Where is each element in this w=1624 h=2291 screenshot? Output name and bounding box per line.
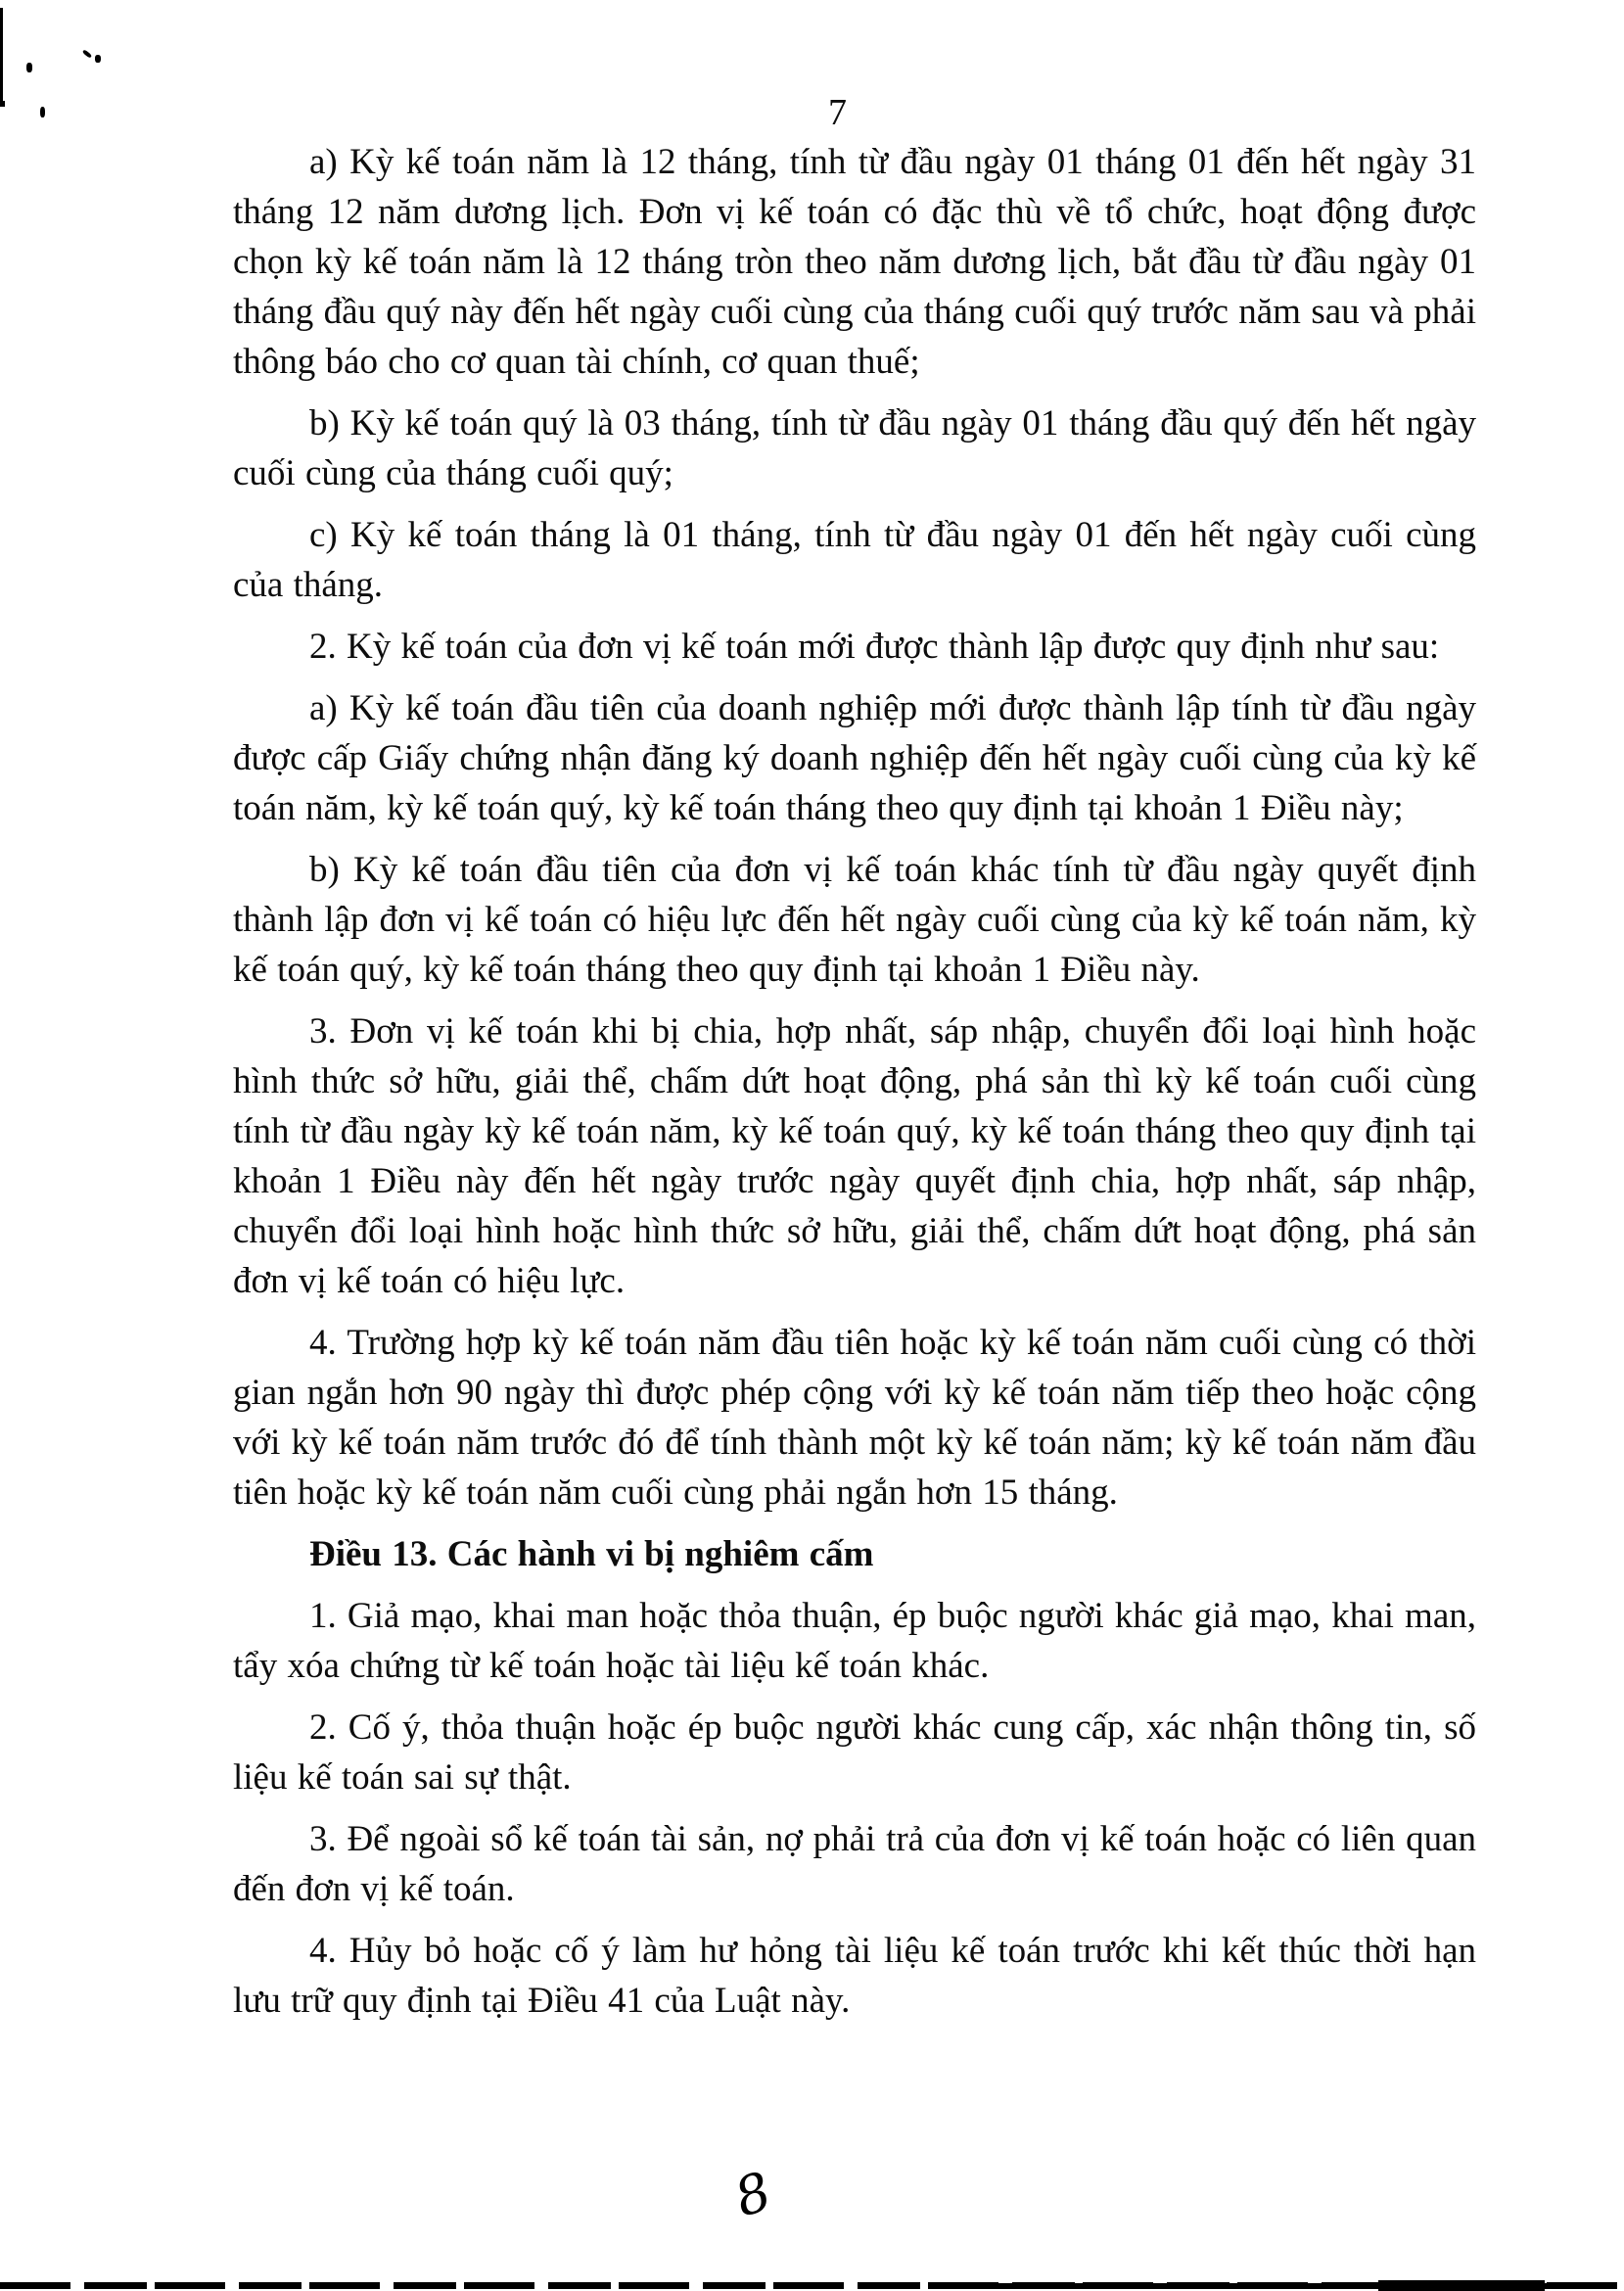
scan-speckle bbox=[95, 55, 101, 63]
scan-speckle bbox=[26, 63, 32, 72]
clause-1a-annual-period: a) Kỳ kế toán năm là 12 tháng, tính từ đầu ngày 01 tháng 01 đến hết ngày 31 tháng 12 năm dương lịch. Đơn vị kế toán có đặc thù về tổ chức, hoạt động được chọn kỳ kế toán năm là 12 tháng tròn theo năm dương lịch, bắt đầu từ đầu ngày 01 tháng đầu quý này đến hết ngày cuối cùng của tháng cuối quý trước năm sau và phải thông báo cho cơ quan tài chính, cơ quan thuế; bbox=[233, 142, 1476, 382]
handwritten-page-mark: 8 bbox=[727, 2160, 779, 2229]
document-body bbox=[233, 137, 1476, 2037]
scan-speckle bbox=[82, 49, 92, 58]
scan-speckle bbox=[40, 107, 45, 117]
clause-1b-quarterly-period: b) Kỳ kế toán quý là 03 tháng, tính từ đầu ngày 01 tháng đầu quý đến hết ngày cuối cùng của tháng cuối quý; bbox=[233, 403, 1476, 493]
clause-2a-new-enterprise: a) Kỳ kế toán đầu tiên của doanh nghiệp mới được thành lập tính từ đầu ngày được cấp Giấy chứng nhận đăng ký doanh nghiệp đến hết ngày cuối cùng của kỳ kế toán năm, kỳ kế toán quý, kỳ kế toán tháng theo quy định tại khoản 1 Điều này; bbox=[233, 688, 1476, 828]
article-13-item-3: 3. Để ngoài sổ kế toán tài sản, nợ phải trả của đơn vị kế toán hoặc có liên quan đến đơn vị kế toán. bbox=[233, 1819, 1476, 1909]
scan-edge-artifact bbox=[0, 101, 5, 107]
clause-2b-other-unit: b) Kỳ kế toán đầu tiên của đơn vị kế toán khác tính từ đầu ngày quyết định thành lập đơn vị kế toán có hiệu lực đến hết ngày cuối cùng của kỳ kế toán năm, kỳ kế toán quý, kỳ kế toán tháng theo quy định tại khoản 1 Điều này. bbox=[233, 850, 1476, 990]
scan-edge-artifact bbox=[1378, 2280, 1545, 2291]
page-number: 7 bbox=[828, 92, 847, 133]
article-13-heading: Điều 13. Các hành vi bị nghiêm cấm bbox=[309, 1534, 874, 1574]
article-13-item-4: 4. Hủy bỏ hoặc cố ý làm hư hỏng tài liệu kế toán trước khi kết thúc thời hạn lưu trữ quy định tại Điều 41 của Luật này. bbox=[233, 1931, 1476, 2021]
article-13-item-2: 2. Cố ý, thỏa thuận hoặc ép buộc người khác cung cấp, xác nhận thông tin, số liệu kế toán sai sự thật. bbox=[233, 1707, 1476, 1798]
clause-3-final-period: 3. Đơn vị kế toán khi bị chia, hợp nhất, sáp nhập, chuyển đổi loại hình hoặc hình thức sở hữu, giải thể, chấm dứt hoạt động, phá sản thì kỳ kế toán cuối cùng tính từ đầu ngày kỳ kế toán năm, kỳ kế toán quý, kỳ kế toán tháng theo quy định tại khoản 1 Điều này đến hết ngày trước ngày quyết định chia, hợp nhất, sáp nhập, chuyển đổi loại hình hoặc hình thức sở hữu, giải thể, chấm dứt hoạt động, phá sản đơn vị kế toán có hiệu lực. bbox=[233, 1011, 1476, 1301]
article-13-item-1: 1. Giả mạo, khai man hoặc thỏa thuận, ép buộc người khác giả mạo, khai man, tẩy xóa chứng từ kế toán hoặc tài liệu kế toán khác. bbox=[233, 1596, 1476, 1686]
scan-edge-artifact bbox=[0, 8, 3, 106]
clause-1c-monthly-period: c) Kỳ kế toán tháng là 01 tháng, tính từ đầu ngày 01 đến hết ngày cuối cùng của tháng. bbox=[233, 515, 1476, 605]
clause-2-intro: 2. Kỳ kế toán của đơn vị kế toán mới được thành lập được quy định như sau: bbox=[309, 627, 1440, 667]
clause-4-short-period: 4. Trường hợp kỳ kế toán năm đầu tiên hoặc kỳ kế toán năm cuối cùng có thời gian ngắn hơn 90 ngày thì được phép cộng với kỳ kế toán năm tiếp theo hoặc cộng với kỳ kế toán năm trước đó để tính thành một kỳ kế toán năm; kỳ kế toán năm đầu tiên hoặc kỳ kế toán năm cuối cùng phải ngắn hơn 15 tháng. bbox=[233, 1323, 1476, 1513]
